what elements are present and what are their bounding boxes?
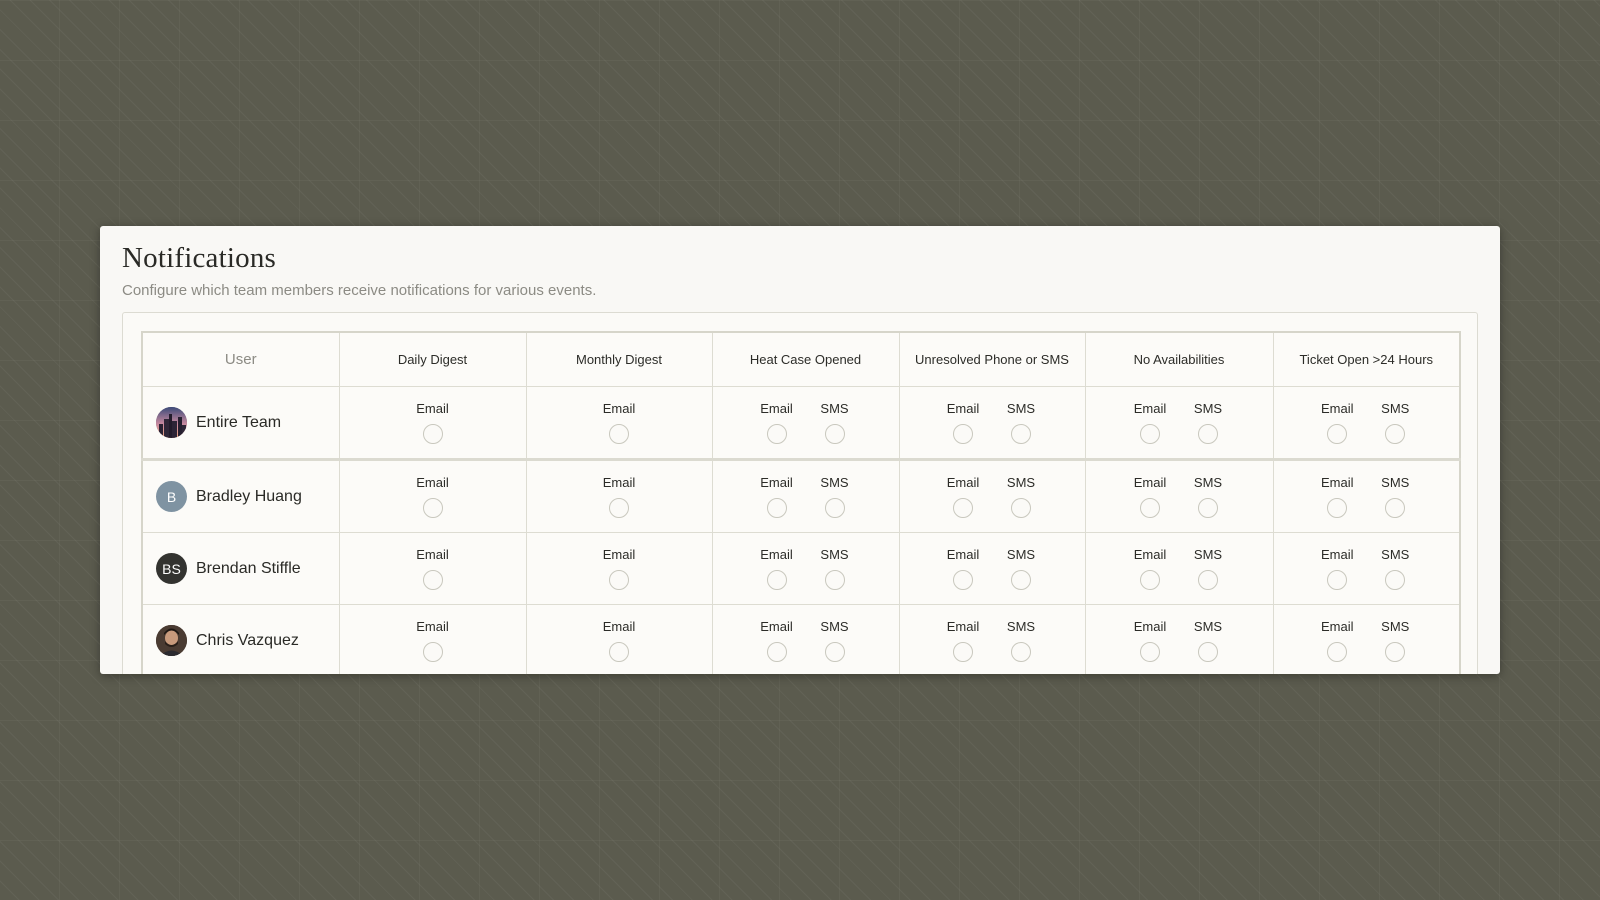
table-row	[142, 460, 1460, 533]
user-name: Chris Vazquez	[196, 631, 299, 649]
sms-checkbox[interactable]	[1198, 424, 1218, 444]
sms-label: SMS	[1193, 475, 1223, 490]
sms-checkbox[interactable]	[1385, 570, 1405, 590]
email-checkbox[interactable]	[953, 498, 973, 518]
sms-checkbox[interactable]	[825, 570, 845, 590]
sms-label: SMS	[1381, 475, 1410, 490]
email-checkbox[interactable]	[1140, 570, 1160, 590]
avatar: B	[156, 481, 187, 512]
cell-ticket-open-24-hours	[1273, 387, 1460, 460]
email-checkbox[interactable]	[1327, 570, 1347, 590]
option-sms	[1190, 401, 1226, 444]
option-email	[1132, 619, 1168, 662]
option-sms	[1190, 619, 1226, 662]
email-label: Email	[760, 547, 793, 562]
cell-heat-case-opened	[712, 460, 899, 533]
email-label: Email	[416, 547, 449, 562]
email-label: Email	[1133, 547, 1167, 562]
email-checkbox[interactable]	[1327, 424, 1347, 444]
cell-no-availabilities	[1085, 387, 1273, 460]
option-email	[415, 475, 451, 518]
user-info	[143, 553, 339, 584]
table-header-row	[142, 332, 1460, 387]
cell-daily-digest	[339, 605, 526, 675]
sms-label: SMS	[820, 475, 849, 490]
sms-checkbox[interactable]	[1385, 498, 1405, 518]
channel-options	[900, 619, 1085, 662]
table-row-entire-team	[142, 387, 1460, 460]
cell-unresolved-phone-or-sms	[899, 387, 1085, 460]
email-checkbox[interactable]	[767, 424, 787, 444]
option-email	[1319, 475, 1355, 518]
user-info	[143, 625, 339, 656]
option-email	[945, 401, 981, 444]
option-sms	[817, 475, 853, 518]
channel-options	[340, 547, 526, 590]
column-header-monthly-digest: Monthly Digest	[526, 332, 712, 387]
column-header-daily-digest: Daily Digest	[339, 332, 526, 387]
email-label: Email	[760, 401, 793, 416]
notifications-panel	[100, 226, 1500, 674]
option-email	[1319, 619, 1355, 662]
email-label: Email	[1133, 475, 1167, 490]
email-label: Email	[416, 401, 449, 416]
email-checkbox[interactable]	[423, 642, 443, 662]
option-sms	[1377, 475, 1413, 518]
table-row	[142, 605, 1460, 675]
email-checkbox[interactable]	[1327, 498, 1347, 518]
cell-heat-case-opened	[712, 605, 899, 675]
cell-monthly-digest	[526, 387, 712, 460]
channel-options	[1274, 401, 1460, 444]
cell-no-availabilities	[1085, 605, 1273, 675]
user-cell	[142, 533, 339, 605]
avatar: BS	[156, 553, 187, 584]
email-checkbox[interactable]	[1327, 642, 1347, 662]
cell-heat-case-opened	[712, 387, 899, 460]
option-email	[759, 401, 795, 444]
option-email	[601, 619, 637, 662]
option-sms	[817, 547, 853, 590]
channel-options	[527, 619, 712, 662]
column-header-user: User	[142, 332, 339, 387]
option-email	[415, 619, 451, 662]
email-label: Email	[602, 475, 636, 490]
channel-options	[900, 547, 1085, 590]
cell-unresolved-phone-or-sms	[899, 460, 1085, 533]
email-label: Email	[1320, 401, 1354, 416]
sms-label: SMS	[1006, 547, 1036, 562]
channel-options	[900, 475, 1085, 518]
email-checkbox[interactable]	[1140, 642, 1160, 662]
sms-checkbox[interactable]	[825, 424, 845, 444]
sms-checkbox[interactable]	[825, 642, 845, 662]
email-label: Email	[1133, 401, 1167, 416]
sms-checkbox[interactable]	[1198, 498, 1218, 518]
user-info	[143, 481, 339, 512]
email-label: Email	[602, 401, 636, 416]
cell-heat-case-opened	[712, 533, 899, 605]
sms-checkbox[interactable]	[1011, 642, 1031, 662]
option-email	[759, 619, 795, 662]
channel-options	[340, 619, 526, 662]
option-email	[1132, 475, 1168, 518]
cell-no-availabilities	[1085, 460, 1273, 533]
email-checkbox[interactable]	[423, 498, 443, 518]
email-checkbox[interactable]	[609, 642, 629, 662]
cell-monthly-digest	[526, 605, 712, 675]
table-row	[142, 533, 1460, 605]
option-email	[945, 619, 981, 662]
option-email	[1319, 401, 1355, 444]
option-email	[415, 401, 451, 444]
cell-daily-digest	[339, 460, 526, 533]
table-body	[142, 387, 1460, 675]
email-label: Email	[946, 475, 980, 490]
channel-options	[713, 475, 899, 518]
avatar	[156, 407, 187, 438]
channel-options	[1086, 547, 1273, 590]
notifications-table	[141, 331, 1461, 674]
email-checkbox[interactable]	[423, 424, 443, 444]
sms-checkbox[interactable]	[1011, 498, 1031, 518]
option-sms	[1190, 475, 1226, 518]
option-sms	[1003, 475, 1039, 518]
cell-ticket-open-24-hours	[1273, 533, 1460, 605]
option-sms	[1377, 401, 1413, 444]
channel-options	[1274, 619, 1460, 662]
option-email	[601, 547, 637, 590]
channel-options	[1086, 619, 1273, 662]
cell-unresolved-phone-or-sms	[899, 533, 1085, 605]
sms-label: SMS	[1193, 401, 1223, 416]
user-info	[143, 407, 339, 438]
channel-options	[900, 401, 1085, 444]
user-name: Entire Team	[196, 413, 282, 431]
channel-options	[713, 547, 899, 590]
email-label: Email	[1133, 619, 1167, 634]
option-sms	[1003, 547, 1039, 590]
email-checkbox[interactable]	[767, 570, 787, 590]
sms-checkbox[interactable]	[1198, 642, 1218, 662]
cell-daily-digest	[339, 533, 526, 605]
table-container	[122, 312, 1478, 674]
sms-checkbox[interactable]	[1198, 570, 1218, 590]
channel-options	[1086, 475, 1273, 518]
channel-options	[340, 475, 526, 518]
channel-options	[527, 547, 712, 590]
avatar	[156, 625, 187, 656]
email-label: Email	[602, 547, 636, 562]
channel-options	[1274, 547, 1460, 590]
column-header-unresolved-phone-or-sms: Unresolved Phone or SMS	[899, 332, 1085, 387]
email-label: Email	[760, 619, 793, 634]
email-label: Email	[416, 619, 449, 634]
email-label: Email	[946, 619, 980, 634]
channel-options	[1274, 475, 1460, 518]
channel-options	[713, 401, 899, 444]
sms-checkbox[interactable]	[1385, 424, 1405, 444]
user-cell	[142, 460, 339, 533]
email-checkbox[interactable]	[767, 642, 787, 662]
option-email	[1319, 547, 1355, 590]
channel-options	[713, 619, 899, 662]
option-email	[1132, 401, 1168, 444]
channel-options	[527, 475, 712, 518]
sms-label: SMS	[820, 619, 849, 634]
channel-options	[1086, 401, 1273, 444]
option-email	[415, 547, 451, 590]
option-sms	[1377, 547, 1413, 590]
option-sms	[1003, 401, 1039, 444]
email-checkbox[interactable]	[609, 570, 629, 590]
column-header-ticket-open-24-hours: Ticket Open >24 Hours	[1273, 332, 1460, 387]
sms-label: SMS	[1381, 619, 1410, 634]
user-name: Brendan Stiffle	[196, 559, 301, 577]
sms-label: SMS	[820, 401, 849, 416]
email-label: Email	[1320, 475, 1354, 490]
email-label: Email	[1320, 547, 1354, 562]
option-sms	[1003, 619, 1039, 662]
email-label: Email	[946, 547, 980, 562]
cell-ticket-open-24-hours	[1273, 605, 1460, 675]
email-label: Email	[416, 475, 449, 490]
sms-label: SMS	[1006, 619, 1036, 634]
sms-label: SMS	[1006, 401, 1036, 416]
page-title: Notifications	[122, 242, 277, 274]
option-email	[1132, 547, 1168, 590]
sms-label: SMS	[820, 547, 849, 562]
sms-label: SMS	[1193, 547, 1223, 562]
sms-checkbox[interactable]	[1011, 424, 1031, 444]
option-email	[945, 475, 981, 518]
email-checkbox[interactable]	[953, 424, 973, 444]
cell-daily-digest	[339, 387, 526, 460]
option-email	[601, 475, 637, 518]
email-label: Email	[946, 401, 980, 416]
column-header-no-availabilities: No Availabilities	[1085, 332, 1273, 387]
email-checkbox[interactable]	[767, 498, 787, 518]
sms-label: SMS	[1006, 475, 1036, 490]
option-email	[601, 401, 637, 444]
cell-monthly-digest	[526, 533, 712, 605]
cell-unresolved-phone-or-sms	[899, 605, 1085, 675]
sms-label: SMS	[1381, 401, 1410, 416]
email-checkbox[interactable]	[423, 570, 443, 590]
sms-label: SMS	[1193, 619, 1223, 634]
option-sms	[817, 401, 853, 444]
email-checkbox[interactable]	[609, 498, 629, 518]
sms-checkbox[interactable]	[1011, 570, 1031, 590]
channel-options	[527, 401, 712, 444]
email-label: Email	[602, 619, 636, 634]
option-email	[945, 547, 981, 590]
option-email	[759, 475, 795, 518]
cell-ticket-open-24-hours	[1273, 460, 1460, 533]
email-checkbox[interactable]	[1140, 498, 1160, 518]
sms-checkbox[interactable]	[1385, 642, 1405, 662]
user-cell	[142, 605, 339, 675]
option-sms	[1377, 619, 1413, 662]
email-label: Email	[760, 475, 793, 490]
page-subtitle: Configure which team members receive notifications for various events.	[122, 282, 597, 299]
channel-options	[340, 401, 526, 444]
column-header-heat-case-opened: Heat Case Opened	[712, 332, 899, 387]
email-checkbox[interactable]	[953, 570, 973, 590]
user-name: Bradley Huang	[196, 487, 302, 505]
email-checkbox[interactable]	[953, 642, 973, 662]
user-cell	[142, 387, 339, 460]
email-checkbox[interactable]	[609, 424, 629, 444]
sms-checkbox[interactable]	[825, 498, 845, 518]
option-email	[759, 547, 795, 590]
email-label: Email	[1320, 619, 1354, 634]
cell-monthly-digest	[526, 460, 712, 533]
cell-no-availabilities	[1085, 533, 1273, 605]
option-sms	[1190, 547, 1226, 590]
option-sms	[817, 619, 853, 662]
email-checkbox[interactable]	[1140, 424, 1160, 444]
sms-label: SMS	[1381, 547, 1410, 562]
